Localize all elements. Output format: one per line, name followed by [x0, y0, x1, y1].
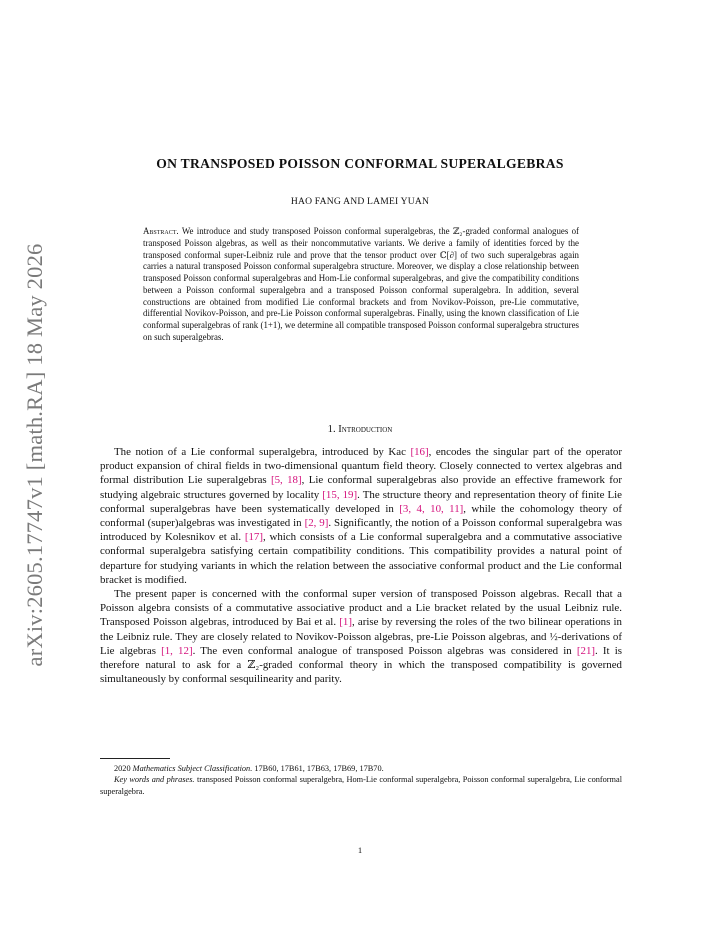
- text-run: The notion of a Lie conformal superalgebra, introduced by Kac: [114, 446, 411, 458]
- keywords-footnote: [100, 774, 622, 797]
- msc-codes: 17B60, 17B61, 17B63, 17B69, 17B70.: [254, 764, 384, 773]
- citation-link[interactable]: [17]: [244, 531, 263, 544]
- abstract-text: We introduce and study transposed Poisson conformal superalgebras, the ℤ₂-graded conformal analogues of transposed Poisson algebras, as well as their noncommutative variants. We derive a family of identities forced by the transposed conformal super-Leibniz rule and prove that the tensor product over ℂ[∂] of two such superalgebras again carries a natural transposed Poisson conformal superalgebra structure. Moreover, we display a close relationship between transposed Poisson conformal superalgebras and Hom-Lie conformal superalgebras, and give the compatibility conditions between a Poisson conformal superalgebra and a transposed Poisson conformal superalgebra. In addition, several constructions are obtained from modified Lie conformal brackets and from Novikov-Poisson, pre-Lie commutative, differential Novikov-Poisson, and pre-Lie Poisson conformal superalgebras. Finally, using the known classification of Lie conformal superalgebras of rank (1+1), we determine all compatible transposed Poisson conformal superalgebra structures on such superalgebras.: [143, 226, 580, 342]
- paper-authors: HAO FANG AND LAMEI YUAN: [290, 196, 430, 207]
- citation-link[interactable]: [2, 9]: [304, 517, 329, 530]
- paragraph-1: [100, 445, 622, 587]
- footnote-rule: [100, 758, 170, 759]
- paper-title: ON TRANSPOSED POISSON CONFORMAL SUPERALGEBRAS: [156, 156, 564, 171]
- arxiv-identifier: arXiv:2605.17747v1 [math.RA] 18 May 2026: [22, 243, 47, 667]
- text-run: . It is therefore natural to ask for a ℤ₂-graded conformal theory in which the transposed compatibility is governed simultaneously by conformal sesquilinearity and parity.: [100, 644, 622, 686]
- citation-link[interactable]: [3, 4, 10, 11]: [399, 502, 464, 515]
- text-run: The present paper is concerned with the conformal super version of transposed Poisson algebras. Recall that a Poisson algebra consists of a commutative associative product and a Lie bracket related by the usual Leibniz rule. Transposed Poisson algebras, introduced by Bai et al.: [100, 588, 622, 629]
- section-heading: [0, 424, 720, 435]
- citation-link[interactable]: [15, 19]: [322, 488, 358, 501]
- text-run: , arise by reversing the roles of the two bilinear operations in the Leibniz rule. They are closely related to Novikov-Poisson algebras, pre-Lie Poisson algebras, and ½-derivations of Lie algebras: [100, 616, 622, 657]
- citation-link[interactable]: [21]: [576, 644, 596, 657]
- text-run: . Significantly, the notion of a Poisson conformal superalgebra was introduced by Kolesnikov et al.: [100, 517, 622, 544]
- abstract-label: Abstract.: [143, 226, 179, 236]
- msc-year: 2020: [114, 764, 131, 773]
- citation-link[interactable]: [1]: [339, 616, 352, 629]
- keywords-text: transposed Poisson conformal superalgebra, Hom-Lie conformal superalgebra, Poisson conformal superalgebra, Lie conformal superalgebra.: [100, 775, 623, 796]
- text-run: , which consists of a Lie conformal superalgebra and a commutative associative conformal superalgebra satisfying certain compatibility conditions. This compatibility provides a natural point of departure for studying variants in which the relation between the associative conformal product and the Lie conformal bracket is modified.: [100, 531, 623, 586]
- citation-link[interactable]: [5, 18]: [270, 474, 302, 487]
- footnotes: [100, 763, 622, 797]
- citation-link[interactable]: [16]: [410, 446, 429, 458]
- text-run: , while the cohomology theory of conformal (super)algebras was investigated in: [100, 502, 623, 530]
- msc-label: Mathematics Subject Classification.: [132, 764, 253, 773]
- abstract: [143, 226, 579, 344]
- arxiv-sidebar-stamp: [22, 240, 48, 670]
- keywords-label: Key words and phrases.: [114, 775, 195, 785]
- page-number: 1: [357, 845, 363, 855]
- msc-footnote: [100, 763, 622, 774]
- paragraph-2: [100, 587, 622, 686]
- text-run: . The even conformal analogue of transposed Poisson algebras was considered in: [192, 644, 577, 657]
- body-text: [100, 445, 622, 686]
- citation-link[interactable]: [1, 12]: [161, 644, 193, 657]
- text-run: , Lie conformal superalgebras also provide an effective framework for studying algebraic structures governed by locality: [100, 474, 622, 501]
- text-run: , encodes the singular part of the operator product expansion of chiral fields in two-dimensional quantum field theory. Closely connected to vertex algebras and formal distribution Lie superalgebras: [100, 446, 623, 487]
- section-title: Introduction: [338, 424, 393, 435]
- text-run: . The structure theory and representation theory of finite Lie conformal superalgebras have been systematically developed in: [100, 488, 623, 515]
- section-number: 1.: [327, 424, 336, 435]
